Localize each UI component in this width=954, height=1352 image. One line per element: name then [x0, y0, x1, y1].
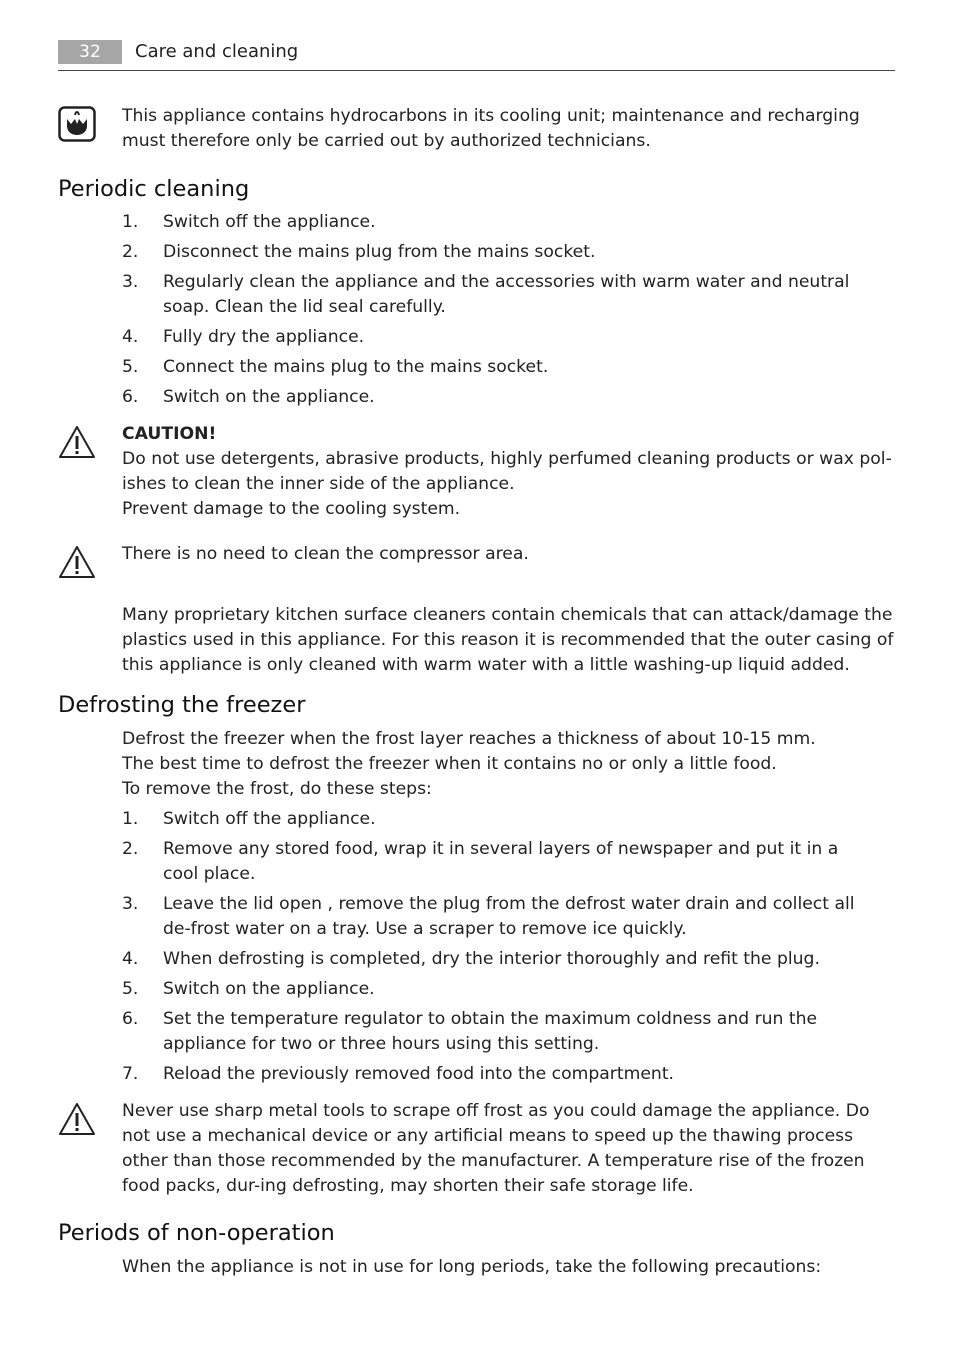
caution-title: CAUTION! [122, 424, 217, 444]
list-item: 4. When defrosting is completed, dry the interior thoroughly and refit the plug. [122, 949, 820, 969]
environment-note: This appliance contains hydrocarbons in its cooling unit; maintenance and recharging must therefore only be carried out by authorized technicians. [122, 106, 860, 151]
list-item: 7. Reload the previously removed food into the compartment. [122, 1064, 675, 1084]
defrost-intro-line: The best time to defrost the freezer when it contains no or only a little food. [122, 754, 777, 774]
warning-icon [58, 424, 96, 460]
defrost-intro [122, 727, 894, 802]
compressor-note: There is no need to clean the compressor area. [122, 544, 529, 564]
warning-icon [58, 544, 96, 580]
page-header [58, 40, 895, 71]
warning-icon [58, 1101, 96, 1137]
list-item: 1. Switch off the appliance. [122, 212, 376, 232]
periodic-cleaning-steps [122, 210, 902, 415]
heading-defrosting: Defrosting the freezer [58, 692, 306, 718]
caution-block [122, 422, 892, 522]
defrost-intro-line: Defrost the freezer when the frost layer reaches a thickness of about 10-15 mm. [122, 729, 816, 749]
list-item: 4. Fully dry the appliance. [122, 327, 365, 347]
list-item: 3. Leave the lid open , remove the plug from the defrost water drain and collect all de-frost water on a tray. Use a scraper to remove ice quickly. [122, 894, 855, 939]
environment-icon [58, 106, 96, 142]
list-item: 5. Connect the mains plug to the mains socket. [122, 357, 549, 377]
page-number: 32 [58, 40, 122, 64]
defrost-warning: Never use sharp metal tools to scrape off frost as you could damage the appliance. Do not use a mechanical device or any artificial means to speed up the thawing process other than those recommended by the manufacturer. A temperature rise of the frozen food packs, dur-ing defrosting, may shorten their safe storage life. [122, 1101, 870, 1196]
caution-text: Do not use detergents, abrasive products, highly perfumed cleaning products or wax pol-ishes to clean the inner side of the appliance. [122, 449, 892, 494]
list-item: 3. Regularly clean the appliance and the accessories with warm water and neutral soap. Clean the lid seal carefully. [122, 272, 850, 317]
list-item: 1. Switch off the appliance. [122, 809, 376, 829]
list-item: 2. Remove any stored food, wrap it in several layers of newspaper and put it in a cool place. [122, 839, 839, 884]
heading-non-operation: Periods of non-operation [58, 1220, 335, 1246]
list-item: 6. Set the temperature regulator to obtain the maximum coldness and run the appliance for two or three hours using this setting. [122, 1009, 818, 1054]
list-item: 5. Switch on the appliance. [122, 979, 375, 999]
defrost-intro-line: To remove the frost, do these steps: [122, 779, 432, 799]
cleaners-note: Many proprietary kitchen surface cleaners contain chemicals that can attack/damage the plastics used in this appliance. For this reason it is recommended that the outer casing of this appliance is only cleaned with warm water with a little washing-up liquid added. [122, 605, 894, 675]
section-title: Care and cleaning [135, 41, 299, 62]
defrost-steps [122, 807, 902, 1092]
list-item: 2. Disconnect the mains plug from the mains socket. [122, 242, 596, 262]
heading-periodic-cleaning: Periodic cleaning [58, 176, 250, 202]
caution-text-2: Prevent damage to the cooling system. [122, 499, 461, 519]
list-item: 6. Switch on the appliance. [122, 387, 375, 407]
non-operation-intro: When the appliance is not in use for long periods, take the following precautions: [122, 1257, 822, 1277]
